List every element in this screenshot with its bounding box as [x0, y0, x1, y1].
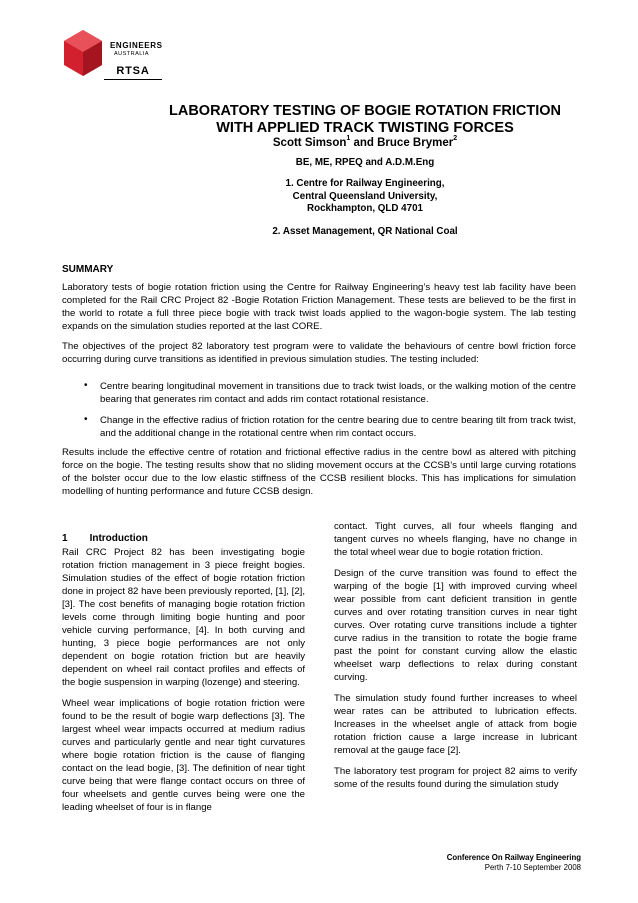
engineers-australia-logo — [62, 28, 167, 83]
author-2: Bruce Brymer — [377, 137, 454, 149]
affiliation-1-line-1: 1. Centre for Railway Engineering, — [285, 178, 445, 189]
summary-heading: SUMMARY — [62, 264, 114, 275]
intro-paragraph-3: contact. Tight curves, all four wheels flanging and tangent curves no wheels flanging, have no change in the total wheel wear due to bogie rotation friction. — [334, 521, 577, 558]
authors — [140, 137, 590, 149]
affiliation-1-line-2: Central Queensland University, — [292, 190, 438, 202]
author-2-sup: 2 — [453, 135, 458, 142]
logo-text-engineers: ENGINEERS — [110, 41, 163, 50]
title-line-2: WITH APPLIED TRACK TWISTING FORCES — [216, 120, 514, 136]
summary-paragraph-1: Laboratory tests of bogie rotation friction using the Centre for Railway Engineering’s heavy test lab facility have been completed for the Rail CRC Project 82 -Bogie Rotation Friction Management. These tests are believed to be the first in the world to rotate a full three piece bogie with track twist loads applied to the wagon-bogie system. The lab testing expands on the simulation studies reported at the last CORE. — [62, 282, 576, 332]
logo-underline — [104, 79, 162, 80]
affiliation-1-line-3: Rockhampton, QLD 4701 — [307, 203, 423, 214]
left-column — [62, 546, 305, 822]
summary-bullet-1: Centre bearing longitudinal movement in transitions due to track twist loads, or the walking motion of the centre bearing that generates rim contact and adds rim contact rotational resistance. — [100, 381, 576, 405]
summary-bullet-2: Change in the effective radius of friction rotation for the centre bearing due to centre bearing tilt from track twist, and the additional change in the rotational centre when rim contact occurs. — [100, 415, 576, 439]
section-title: Introduction — [89, 533, 148, 544]
affiliation-1 — [140, 178, 590, 216]
footer-conference: Conference On Railway Engineering — [446, 853, 581, 862]
footer-date: Perth 7-10 September 2008 — [484, 863, 581, 872]
section-1-heading — [62, 533, 148, 544]
right-column — [334, 520, 577, 799]
section-number: 1 — [62, 533, 68, 544]
paper-title — [140, 103, 590, 137]
affiliation-2: 2. Asset Management, QR National Coal — [272, 226, 458, 237]
bullet-1-marker: • — [84, 380, 88, 391]
intro-paragraph-2: Wheel wear implications of bogie rotation friction were found to be the result of bogie warp deflections [3]. The largest wheel wear impacts occurred at medium radius curves and particularly gentle and near tight curvatures where bogie rotation friction is the cause of flanging contact on the lead bogie, [3]. The definition of near tight curve being that were flange contact occurs on three of four wheelsets and gentle curves being were one the leading wheelset of four is in flange — [62, 698, 305, 813]
author-and: and — [350, 137, 378, 149]
hexagon-logo-icon — [62, 28, 104, 80]
author-1-sup: 1 — [346, 135, 351, 142]
intro-paragraph-5: The simulation study found further increases to wheel wear rates can be attributed to lubrication effects. Increases in the wheelset angle of attack from bogie rotation friction cause a large increase in lubricant removal at the gauge face [2]. — [334, 693, 577, 756]
intro-paragraph-4: Design of the curve transition was found to effect the warping of the bogie [1] with improved curving wheel wear possible from cant deficient transition in gentle curves and over rotating transition curves in near tight curves. Over rotating curve transitions include a tighter curve radius in the transition to rotate the bogie frame past the point for constant curving allow the elastic wheelset warp deflections to relax during constant curving. — [334, 568, 577, 683]
author-1: Scott Simson — [272, 137, 347, 149]
logo-text-rtsa: RTSA — [116, 65, 150, 77]
summary-paragraph-3: Results include the effective centre of rotation and frictional effective radius in the centre bowl as altered with pitching force on the bogie. The testing results show that no sliding movement occurs at the CCSB’s until large curving rotations of the bolster occur due to the low elastic stiffness of the CCSB resilient blocks. This has implications for simulation modelling of hunting performance and future CCSB design. — [62, 447, 576, 497]
summary-paragraph-2: The objectives of the project 82 laboratory test program were to validate the behaviours of centre bowl friction force occurring during curve transitions as identified in previous simulation studies. The testing included: — [62, 341, 576, 365]
bullet-2-marker: • — [84, 414, 88, 425]
degrees: BE, ME, RPEQ and A.D.M.Eng — [295, 157, 435, 168]
intro-paragraph-6: The laboratory test program for project 82 aims to verify some of the results found during the simulation study — [334, 766, 577, 790]
title-line-1: LABORATORY TESTING OF BOGIE ROTATION FRICTION — [168, 103, 562, 119]
logo-text-australia: AUSTRALIA — [114, 51, 150, 57]
intro-paragraph-1: Rail CRC Project 82 has been investigating bogie rotation friction management in 3 piece freight bogies. Simulation studies of the effect of bogie rotation friction done in project 82 have been previously reported, [1], [2], [3]. The cost benefits of managing bogie rotation friction levels come through limiting bogie hunting and poor vehicle curving performance, [4]. In both curving and hunting, 3 piece bogie performances are not only dependent on bogie rotation friction but are heavily dependent on wheel rail contact profiles and effects of the bogie suspension in warping (lozenge) and steering. — [62, 547, 305, 688]
footer — [447, 853, 581, 873]
